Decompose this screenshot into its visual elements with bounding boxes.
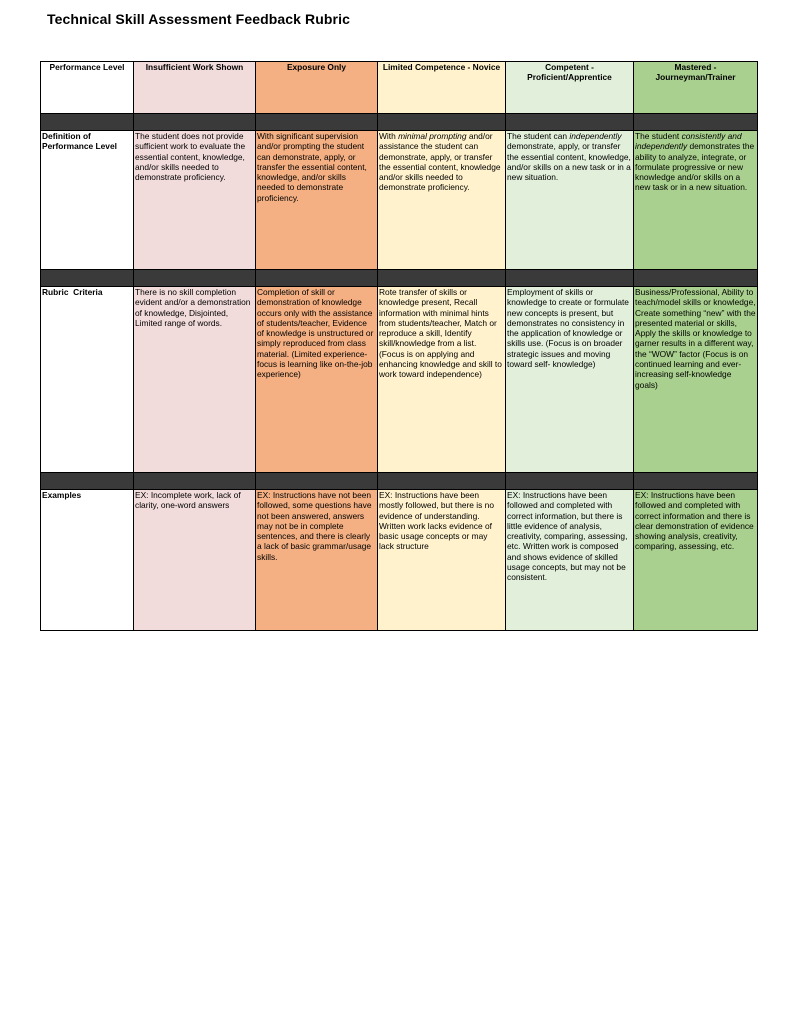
definition-row bbox=[41, 131, 758, 270]
definition-mastered-post: demonstrates the ability to analyze, integrate, or formulate progressive or new knowledge and/or skills on a new task or in a new situation. bbox=[635, 141, 755, 193]
separator-cell bbox=[378, 473, 506, 490]
criteria-row bbox=[41, 287, 758, 473]
header-competent: Competent - Proficient/Apprentice bbox=[506, 62, 634, 114]
header-mastered: Mastered - Journeyman/Trainer bbox=[634, 62, 758, 114]
header-performance-level: Performance Level bbox=[41, 62, 134, 114]
separator-cell bbox=[378, 270, 506, 287]
definition-exposure: With significant supervision and/or prompting the student can demonstrate, apply, or transfer the essential content, knowledge, and/or skills needed to demonstrate proficiency. bbox=[256, 131, 378, 270]
definition-insufficient: The student does not provide sufficient work to evaluate the essential content, knowledge, and/or skills needed to demonstrate proficiency. bbox=[134, 131, 256, 270]
criteria-insufficient: There is no skill completion evident and/or a demonstration of knowledge, Disjointed, Limited range of words. bbox=[134, 287, 256, 473]
examples-limited: EX: Instructions have been mostly followed, but there is no evidence of understanding. Written work lacks evidence of basic usage concepts or may lack structure bbox=[378, 490, 506, 631]
separator-cell bbox=[134, 473, 256, 490]
separator-cell bbox=[256, 114, 378, 131]
separator-cell bbox=[378, 114, 506, 131]
header-limited: Limited Competence - Novice bbox=[378, 62, 506, 114]
definition-competent-pre: The student can bbox=[507, 131, 570, 141]
separator-row bbox=[41, 473, 758, 490]
separator-cell bbox=[506, 270, 634, 287]
separator-row bbox=[41, 270, 758, 287]
definition-limited-post: and/or assistance the student can demonstrate, apply, or transfer the essential content, knowledge and/or skills needed to demonstrate proficiency. bbox=[379, 131, 501, 193]
definition-competent-emphasis: independently bbox=[569, 131, 622, 141]
header-insufficient: Insufficient Work Shown bbox=[134, 62, 256, 114]
row-label-examples: Examples bbox=[41, 490, 134, 631]
definition-limited bbox=[378, 131, 506, 270]
definition-mastered-emphasis: consistently and independently bbox=[635, 131, 742, 152]
definition-competent bbox=[506, 131, 634, 270]
examples-row bbox=[41, 490, 758, 631]
examples-insufficient: EX: Incomplete work, lack of clarity, one-word answers bbox=[134, 490, 256, 631]
separator-cell bbox=[134, 114, 256, 131]
separator-row bbox=[41, 114, 758, 131]
separator-cell bbox=[506, 114, 634, 131]
row-label-definition: Definition of Performance Level bbox=[41, 131, 134, 270]
separator-cell bbox=[506, 473, 634, 490]
header-row bbox=[41, 62, 758, 114]
definition-limited-pre: With bbox=[379, 131, 399, 141]
separator-cell bbox=[41, 114, 134, 131]
separator-cell bbox=[634, 114, 758, 131]
definition-mastered bbox=[634, 131, 758, 270]
criteria-mastered: Business/Professional, Ability to teach/model skills or knowledge, Create something “new” with the presented material or skills, Apply the skills or knowledge to garner results in a different way, the “WOW” factor (Focus is on continued learning and ever-increasing self-knowledge goals) bbox=[634, 287, 758, 473]
header-exposure: Exposure Only bbox=[256, 62, 378, 114]
rubric-table bbox=[40, 61, 758, 631]
separator-cell bbox=[134, 270, 256, 287]
separator-cell bbox=[41, 473, 134, 490]
separator-cell bbox=[256, 473, 378, 490]
criteria-limited: Rote transfer of skills or knowledge present, Recall information with minimal hints from students/teacher, Match or reproduce a skill, Identify skill/knowledge from a list. (Focus is on applying and enhancing knowledge and skill to work toward independence) bbox=[378, 287, 506, 473]
criteria-competent: Employment of skills or knowledge to create or formulate new concepts is present, but demonstrates no consistency in the application of knowledge or skills use. (Focus is on broader strategic issues and moving toward self- knowledge) bbox=[506, 287, 634, 473]
examples-exposure: EX: Instructions have not been followed, some questions have not been answered, answers may not be in complete sentences, and there is clearly a lack of basic grammar/usage skills. bbox=[256, 490, 378, 631]
definition-limited-emphasis: minimal prompting bbox=[398, 131, 467, 141]
separator-cell bbox=[634, 270, 758, 287]
criteria-exposure: Completion of skill or demonstration of knowledge occurs only with the assistance of students/teacher, Evidence of knowledge is unstructured or simply reproduced from class material. (Limited experience-focus is learning like on-the-job experience) bbox=[256, 287, 378, 473]
examples-competent: EX: Instructions have been followed and completed with correct information, but there is little evidence of analysis, creativity, comparing, assessing, etc. Written work is composed and shows evidence of skilled usage concepts, but may not be consistent. bbox=[506, 490, 634, 631]
row-label-criteria: Rubric Criteria bbox=[41, 287, 134, 473]
document-title: Technical Skill Assessment Feedback Rubric bbox=[47, 11, 350, 27]
separator-cell bbox=[256, 270, 378, 287]
separator-cell bbox=[41, 270, 134, 287]
definition-competent-post: demonstrate, apply, or transfer the essential content, knowledge, and/or skills on a new task or in a new situation. bbox=[507, 141, 631, 183]
separator-cell bbox=[634, 473, 758, 490]
definition-mastered-pre: The student bbox=[635, 131, 682, 141]
examples-mastered: EX: Instructions have been followed and completed with correct information and there is clear demonstration of evidence showing analysis, creativity, comparing, assessing, etc. bbox=[634, 490, 758, 631]
